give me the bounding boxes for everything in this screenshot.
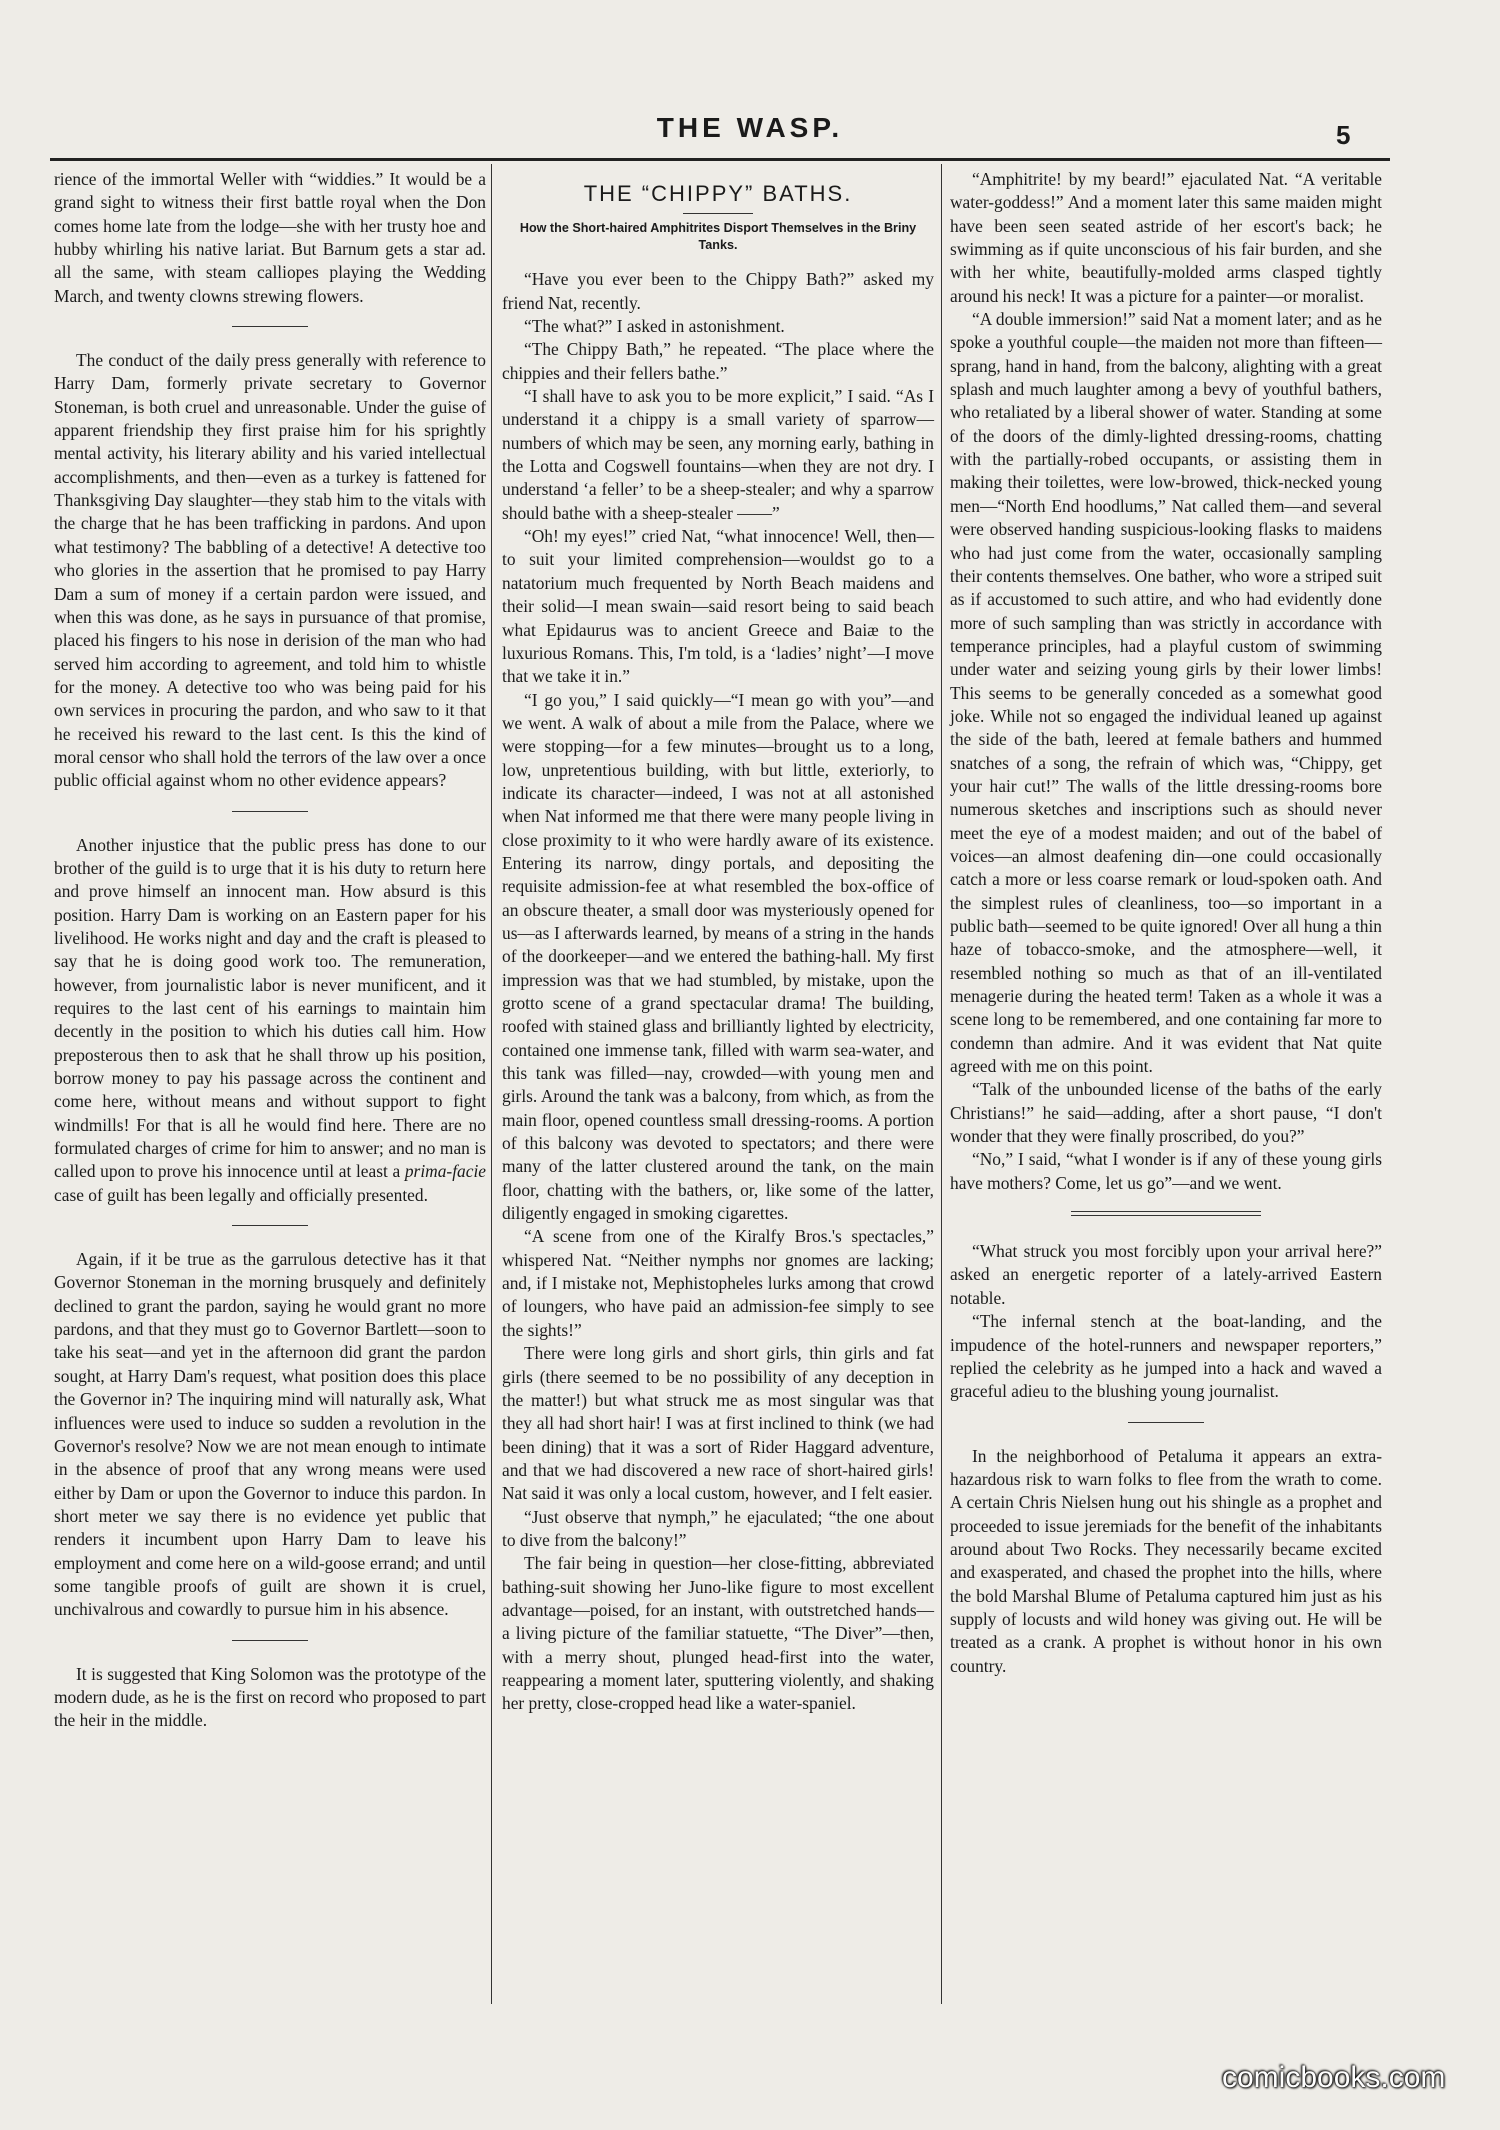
section-divider	[232, 326, 308, 327]
paragraph-text: case of guilt has been legally and officially presented.	[54, 1184, 428, 1205]
double-divider	[1071, 1211, 1261, 1216]
paragraph: “The Chippy Bath,” he repeated. “The place where the chippies and their fellers bathe.”	[502, 339, 934, 383]
column-middle	[502, 168, 934, 1716]
paragraph: Again, if it be true as the garrulous detective has it that Governor Stoneman in the morning brusquely and definitely declined to grant the pardon, saying he would grant no more pardons, and that they must go to Governor Bartlett—soon to take his seat—and yet in the afternoon did grant the pardon sought, at Harry Dam's request, what position does this place the Governor in? The inquiring mind will naturally ask, What influences were used to induce so sudden a revolution in the Governor's resolve? Now we are not mean enough to intimate in the absence of proof that any wrong means were used either by Dam or upon the Governor to induce this pardon. In short meter we say there is no evidence yet public that renders it incumbent upon Harry Dam to leave his employment and come here on a wild-goose errand; and until some tangible proofs of guilt are shown it is cruel, unchivalrous and cowardly to pursue him in his absence.	[54, 1249, 486, 1620]
section-divider	[232, 1225, 308, 1226]
paragraph: “Talk of the unbounded license of the baths of the early Christians!” he said—adding, after a short pause, “I don't wonder that they were finally proscribed, do you?”	[950, 1079, 1382, 1147]
article-title: THE “CHIPPY” BATHS.	[583, 181, 853, 206]
section-divider	[232, 1640, 308, 1641]
paragraph-text: Another injustice that the public press has done to our brother of the guild is to urge that it is his duty to return here and prove himself an innocent man. How absurd is this position. Harry Dam is working on an Eastern paper for his livelihood. He works night and day and the craft is pleased to say that he is doing good work too. The remuneration, however, from journalistic labor is never munificent, and it requires to the last cent of his earnings to maintain him decently in the position to which his duties call him. How preposterous then to ask that he shall throw up his position, borrow money to pay his passage across the continent and come here, without means and without support to fight windmills! For that is all he would find here. There are no formulated charges of crime for him to answer; and no man is called upon to prove his innocence until at least a	[54, 834, 486, 1182]
paragraph: The conduct of the daily press generally with reference to Harry Dam, formerly private secretary to Governor Stoneman, is both cruel and unreasonable. Under the guise of apparent friendship they first praise him for his sprightly mental activity, his literary ability and his varied intellectual accomplishments, and then—even as a turkey is fattened for Thanksgiving Day slaughter—they stab him to the vitals with the charge that he has been trafficking in pardons. And upon what testimony? The babbling of a detective! A detective too who glories in the assertion that he promised to pay Harry Dam a sum of money if a certain pardon were issued, and when this was done, as he says in pursuance of that promise, placed his fingers to his nose in derision of the man who had served him according to agreement, and told him to whistle for the money. A detective too who was being paid for his own services in procuring the pardon, and who saw to it that he received his reward to the last cent. Is this the kind of moral censor who shall hold the terrors of the law over a once public official against whom no other evidence appears?	[54, 350, 486, 791]
paragraph: “No,” I said, “what I wonder is if any of these young girls have mothers? Come, let us go”—and we went.	[950, 1149, 1382, 1193]
paragraph: “A double immersion!” said Nat a moment later; and as he spoke a youthful couple—the maiden not more than fifteen—sprang, hand in hand, from the balcony, alighting with a great splash and much laughter among a bevy of youthful bathers, who retaliated by a liberal shower of water. Standing at some of the doors of the dimly-lighted dressing-rooms, chatting with the partially-robed occupants, or assisting them in making their toilettes, were low-browed, thick-necked young men—“North End hoodlums,” Nat called them—and several were observed handing suspicious-looking flasks to maidens who had just come from the water, occasionally sampling their contents themselves. One bather, who wore a striped suit as if accustomed to such attire, and who had evidently done more of such sampling than was strictly in accordance with temperance principles, had a playful custom of swimming under water and seizing young girls by their lower limbs! This seems to be generally conceded as a somewhat good joke. While not so engaged the individual leaned up against the side of the bath, leered at female bathers and hummed snatches of a song, the refrain of which was, “Chippy, get your hair cut!” The walls of the little dressing-rooms bore numerous sketches and inscriptions such as should never meet the eye of a modest maiden; and out of the babel of voices—an almost deafening din—one could occasionally catch a more or less coarse remark or loud-spoken oath. And the simplest rules of cleanliness, too—so important in a public bath—seemed to be quite ignored! Over all hung a thin haze of tobacco-smoke, and the atmosphere—well, it resembled nothing so much as that of an ill-ventilated menagerie during the heated term! Taken as a whole it was a scene long to be remembered, and one containing far more to condemn than admire. And it was evident that Nat quite agreed with me on this point.	[950, 309, 1382, 1077]
header-rule	[50, 158, 1390, 161]
paragraph: “The what?” I asked in astonishment.	[524, 316, 785, 337]
title-divider	[683, 213, 753, 214]
column-right	[950, 168, 1382, 1678]
paragraph: “The infernal stench at the boat-landing, and the impudence of the hotel-runners and newspaper reporters,” replied the celebrity as he jumped into a hack and waved a graceful adieu to the blushing young journalist.	[950, 1311, 1382, 1402]
section-divider	[232, 811, 308, 812]
column-rule	[941, 164, 942, 2004]
page-number: 5	[1336, 120, 1351, 150]
paragraph: The fair being in question—her close-fitting, abbreviated bathing-suit showing her Juno-like figure to most excellent advantage—poised, for an instant, with outstretched hands—a living picture of the familiar statuette, “The Diver”—then, with a merry shout, plunged head-first into the water, reappearing a moment later, sputtering violently, and shaking her pretty, close-cropped head like a water-spaniel.	[502, 1553, 934, 1714]
paragraph: There were long girls and short girls, thin girls and fat girls (there seemed to be no possibility of any deception in the matter!) but what struck me as most singular was that they all had short hair! I was at first inclined to think (we had been dining) that it was a sort of Rider Haggard adventure, and that we had discovered a new race of short-haired girls! Nat said it was only a local custom, however, and I felt easier.	[502, 1343, 934, 1504]
section-divider	[1128, 1422, 1204, 1423]
site-watermark: comicbooks.com	[1222, 2061, 1446, 2094]
paragraph: “I go you,” I said quickly—“I mean go with you”—and we went. A walk of about a mile from the Palace, where we were stopping—for a few minutes—brought us to a long, low, unpretentious building, with but little, exteriorly, to indicate its character—indeed, I was not at all astonished when Nat informed me that there were many people living in close proximity to it who were hardly aware of its existence. Entering its narrow, dingy portals, and depositing the requisite admission-fee at what resembled the box-office of an obscure theater, a small door was mysteriously opened for us—as I afterwards learned, by means of a string in the hands of the doorkeeper—and we entered the bathing-hall. My first impression was that we had stumbled, by mistake, upon the grotto scene of a grand spectacular drama! The building, roofed with stained glass and brilliantly lighted by electricity, contained one immense tank, filled with warm sea-water, and this tank was filled—nay, crowded—with young men and girls. Around the tank was a balcony, from which, as from the main floor, opened countless small dressing-rooms. A portion of this balcony was devoted to spectators; and there were many of the latter clustered around the tank, on the main floor, chatting with the bathers, or, like some of the latter, diligently engaged in smoking cigarettes.	[502, 689, 934, 1224]
italic-term: prima-facie	[404, 1161, 486, 1182]
paragraph	[54, 834, 486, 1208]
article-subtitle: How the Short-haired Amphitrites Disport Themselves in the Briny Tanks.	[519, 221, 917, 253]
paragraph: “Have you ever been to the Chippy Bath?” asked my friend Nat, recently.	[502, 269, 934, 313]
column-rule	[491, 164, 492, 2004]
paragraph: “Oh! my eyes!” cried Nat, “what innocence! Well, then—to suit your limited comprehension—wouldst go to a natatorium much frequented by North Beach maidens and their solid—I mean swain—said resort being to said beach what Epidaurus was to ancient Greece and Baiæ to the luxurious Romans. This, I'm told, is a ‘ladies’ night’—I move that we take it in.”	[502, 526, 934, 687]
paragraph: “What struck you most forcibly upon your arrival here?” asked an energetic reporter of a lately-arrived Eastern notable.	[950, 1241, 1382, 1308]
paragraph: It is suggested that King Solomon was the prototype of the modern dude, as he is the first on record who proposed to part the heir in the middle.	[54, 1663, 486, 1731]
paragraph: “I shall have to ask you to be more explicit,” I said. “As I understand it a chippy is a small variety of sparrow—numbers of which may be seen, any morning early, bathing in the Lotta and Cogswell fountains—when they are not dry. I understand ‘a feller’ to be a sheep-stealer; and why a sparrow should bathe with a sheep-stealer ——”	[502, 386, 934, 523]
column-left	[54, 168, 486, 1733]
masthead-title: THE WASP.	[656, 112, 844, 143]
paragraph: “A scene from one of the Kiralfy Bros.'s spectacles,” whispered Nat. “Neither nymphs nor gnomes are lacking; and, if I mistake not, Mephistopheles lurks among that crowd of loungers, who have paid an admission-fee simply to see the sights!”	[502, 1226, 934, 1340]
paragraph: rience of the immortal Weller with “widdies.” It would be a grand sight to witness their first battle royal when the Don comes home late from the lodge—she with her trusty hoe and hubby whirling his native lariat. But Barnum gets a star ad. all the same, with steam calliopes playing the Wedding March, and twenty clowns strewing flowers.	[54, 169, 486, 306]
paragraph: “Just observe that nymph,” he ejaculated; “the one about to dive from the balcony!”	[502, 1506, 934, 1550]
paragraph: In the neighborhood of Petaluma it appears an extra-hazardous risk to warn folks to flee from the wrath to come. A certain Chris Nielsen hung out his shingle as a prophet and proceeded to issue jeremiads for the benefit of the inhabitants around about Two Rocks. They necessarily became excited and exasperated, and chased the prophet into the hills, where the bold Marshal Blume of Petaluma captured him just as his supply of locusts and wild honey was giving out. He will be treated as a crank. A prophet is without honor in his own country.	[950, 1445, 1382, 1676]
paragraph: “Amphitrite! by my beard!” ejaculated Nat. “A veritable water-goddess!” And a moment later this same maiden might have been seen seated astride of her escort's back; he swimming as if quite unconscious of his fair burden, and she with her white, beautifully-molded arms clasped tightly around his neck! It was a picture for a painter—or moralist.	[950, 169, 1382, 306]
